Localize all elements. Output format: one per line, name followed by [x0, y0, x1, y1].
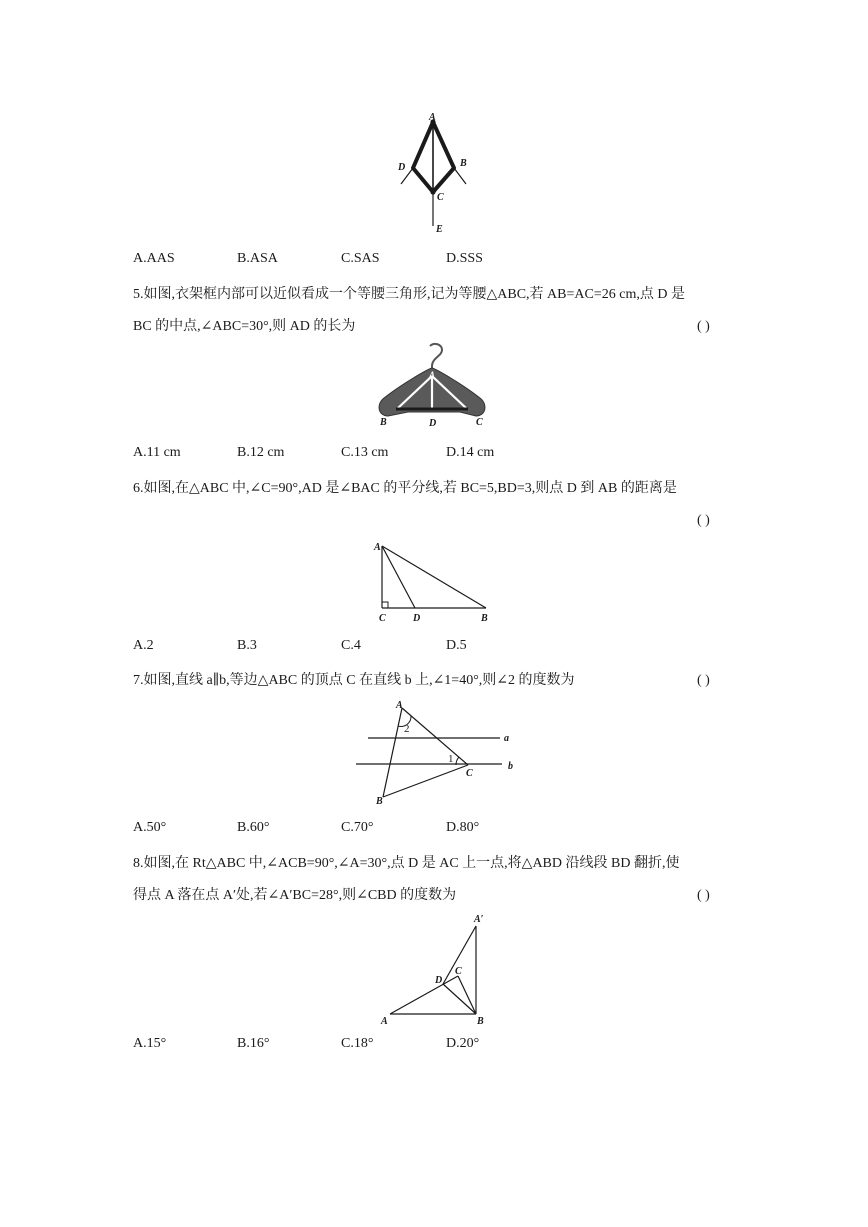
q7-option-d: D.80°: [446, 820, 480, 835]
q8-stem-line2: 得点 A 落在点 A′处,若∠A′BC=28°,则∠CBD 的度数为: [133, 888, 457, 903]
q7-stem-line1: 7.如图,直线 a∥b,等边△ABC 的顶点 C 在直线 b 上,∠1=40°,则∠2 的度数为: [133, 673, 575, 688]
q7-answer-paren: ( ): [697, 673, 710, 688]
q5-option-b: B.12 cm: [237, 445, 285, 460]
q7-label-line-b: b: [508, 761, 513, 772]
q7-label-c-vertex: C: [466, 768, 473, 779]
q6-label-a: A: [374, 542, 381, 553]
q4-option-c: C.SAS: [341, 251, 380, 266]
q4-label-d: D: [398, 162, 406, 173]
q6-answer-paren: ( ): [697, 513, 710, 528]
q7-option-b: B.60°: [237, 820, 270, 835]
q4-label-b: B: [460, 158, 467, 169]
q5-option-d: D.14 cm: [446, 445, 495, 460]
q8-option-b: B.16°: [237, 1036, 270, 1051]
q7-side-ac: [402, 708, 468, 765]
q4-label-c: C: [437, 192, 444, 203]
q8-label-ap: A′: [474, 914, 484, 925]
q5-option-c: C.13 cm: [341, 445, 389, 460]
q7-option-c: C.70°: [341, 820, 374, 835]
q6-right-angle-mark: [382, 602, 388, 608]
q8-option-a: A.15°: [133, 1036, 167, 1051]
q7-label-angle-1: 1: [448, 753, 454, 765]
q4-option-b: B.ASA: [237, 251, 278, 266]
q6-option-c: C.4: [341, 638, 361, 653]
q5-stem-line2: BC 的中点,∠ABC=30°,则 AD 的长为: [133, 319, 356, 334]
q6-label-c: C: [379, 613, 386, 624]
q8-side-ac: [390, 976, 458, 1014]
q8-side-cb: [458, 976, 476, 1014]
q5-label-a: A: [429, 370, 436, 380]
q6-side-ab: [382, 546, 486, 608]
q7-side-ab: [383, 708, 402, 797]
q5-label-d: D: [429, 418, 437, 429]
q4-label-a: A: [429, 112, 436, 123]
q6-stem-line1: 6.如图,在△ABC 中,∠C=90°,AD 是∠BAC 的平分线,若 BC=5,BD=3,则点 D 到 AB 的距离是: [133, 481, 677, 496]
q5-hanger-figure: [372, 346, 492, 430]
q4-kite-figure: [390, 110, 490, 240]
q6-option-d: D.5: [446, 638, 467, 653]
q6-label-b: B: [481, 613, 488, 624]
q8-option-c: C.18°: [341, 1036, 374, 1051]
q5-answer-paren: ( ): [697, 319, 710, 334]
q4-option-d: D.SSS: [446, 251, 483, 266]
q6-option-b: B.3: [237, 638, 257, 653]
q4-extension-right: [454, 168, 466, 184]
q8-fold-line-bd: [443, 984, 476, 1014]
q7-label-a-vertex: A: [396, 700, 403, 711]
q8-option-d: D.20°: [446, 1036, 480, 1051]
q5-label-b: B: [380, 417, 387, 428]
q7-label-b-vertex: B: [376, 796, 383, 807]
q7-option-a: A.50°: [133, 820, 167, 835]
q8-label-c: C: [455, 966, 462, 977]
q7-label-angle-2: 2: [404, 723, 410, 735]
q4-label-e: E: [436, 224, 443, 235]
q8-fold-figure: [370, 910, 500, 1030]
q6-option-a: A.2: [133, 638, 154, 653]
q5-label-c: C: [476, 417, 483, 428]
q7-label-line-a: a: [504, 733, 509, 744]
q4-option-a: A.AAS: [133, 251, 175, 266]
q5-stem-line1: 5.如图,衣架框内部可以近似看成一个等腰三角形,记为等腰△ABC,若 AB=AC=26 cm,点 D 是: [133, 287, 685, 302]
q5-option-a: A.11 cm: [133, 445, 181, 460]
q8-label-b: B: [477, 1016, 484, 1027]
q8-stem-line1: 8.如图,在 Rt△ABC 中,∠ACB=90°,∠A=30°,点 D 是 AC 上一点,将△ABD 沿线段 BD 翻折,使: [133, 856, 680, 871]
q8-label-d: D: [435, 975, 443, 986]
q6-label-d: D: [413, 613, 421, 624]
q8-label-a: A: [381, 1016, 388, 1027]
q6-triangle-figure: [370, 538, 510, 630]
q7-parallel-figure: [352, 696, 532, 806]
q8-answer-paren: ( ): [697, 888, 710, 903]
q7-side-bc: [383, 765, 468, 797]
